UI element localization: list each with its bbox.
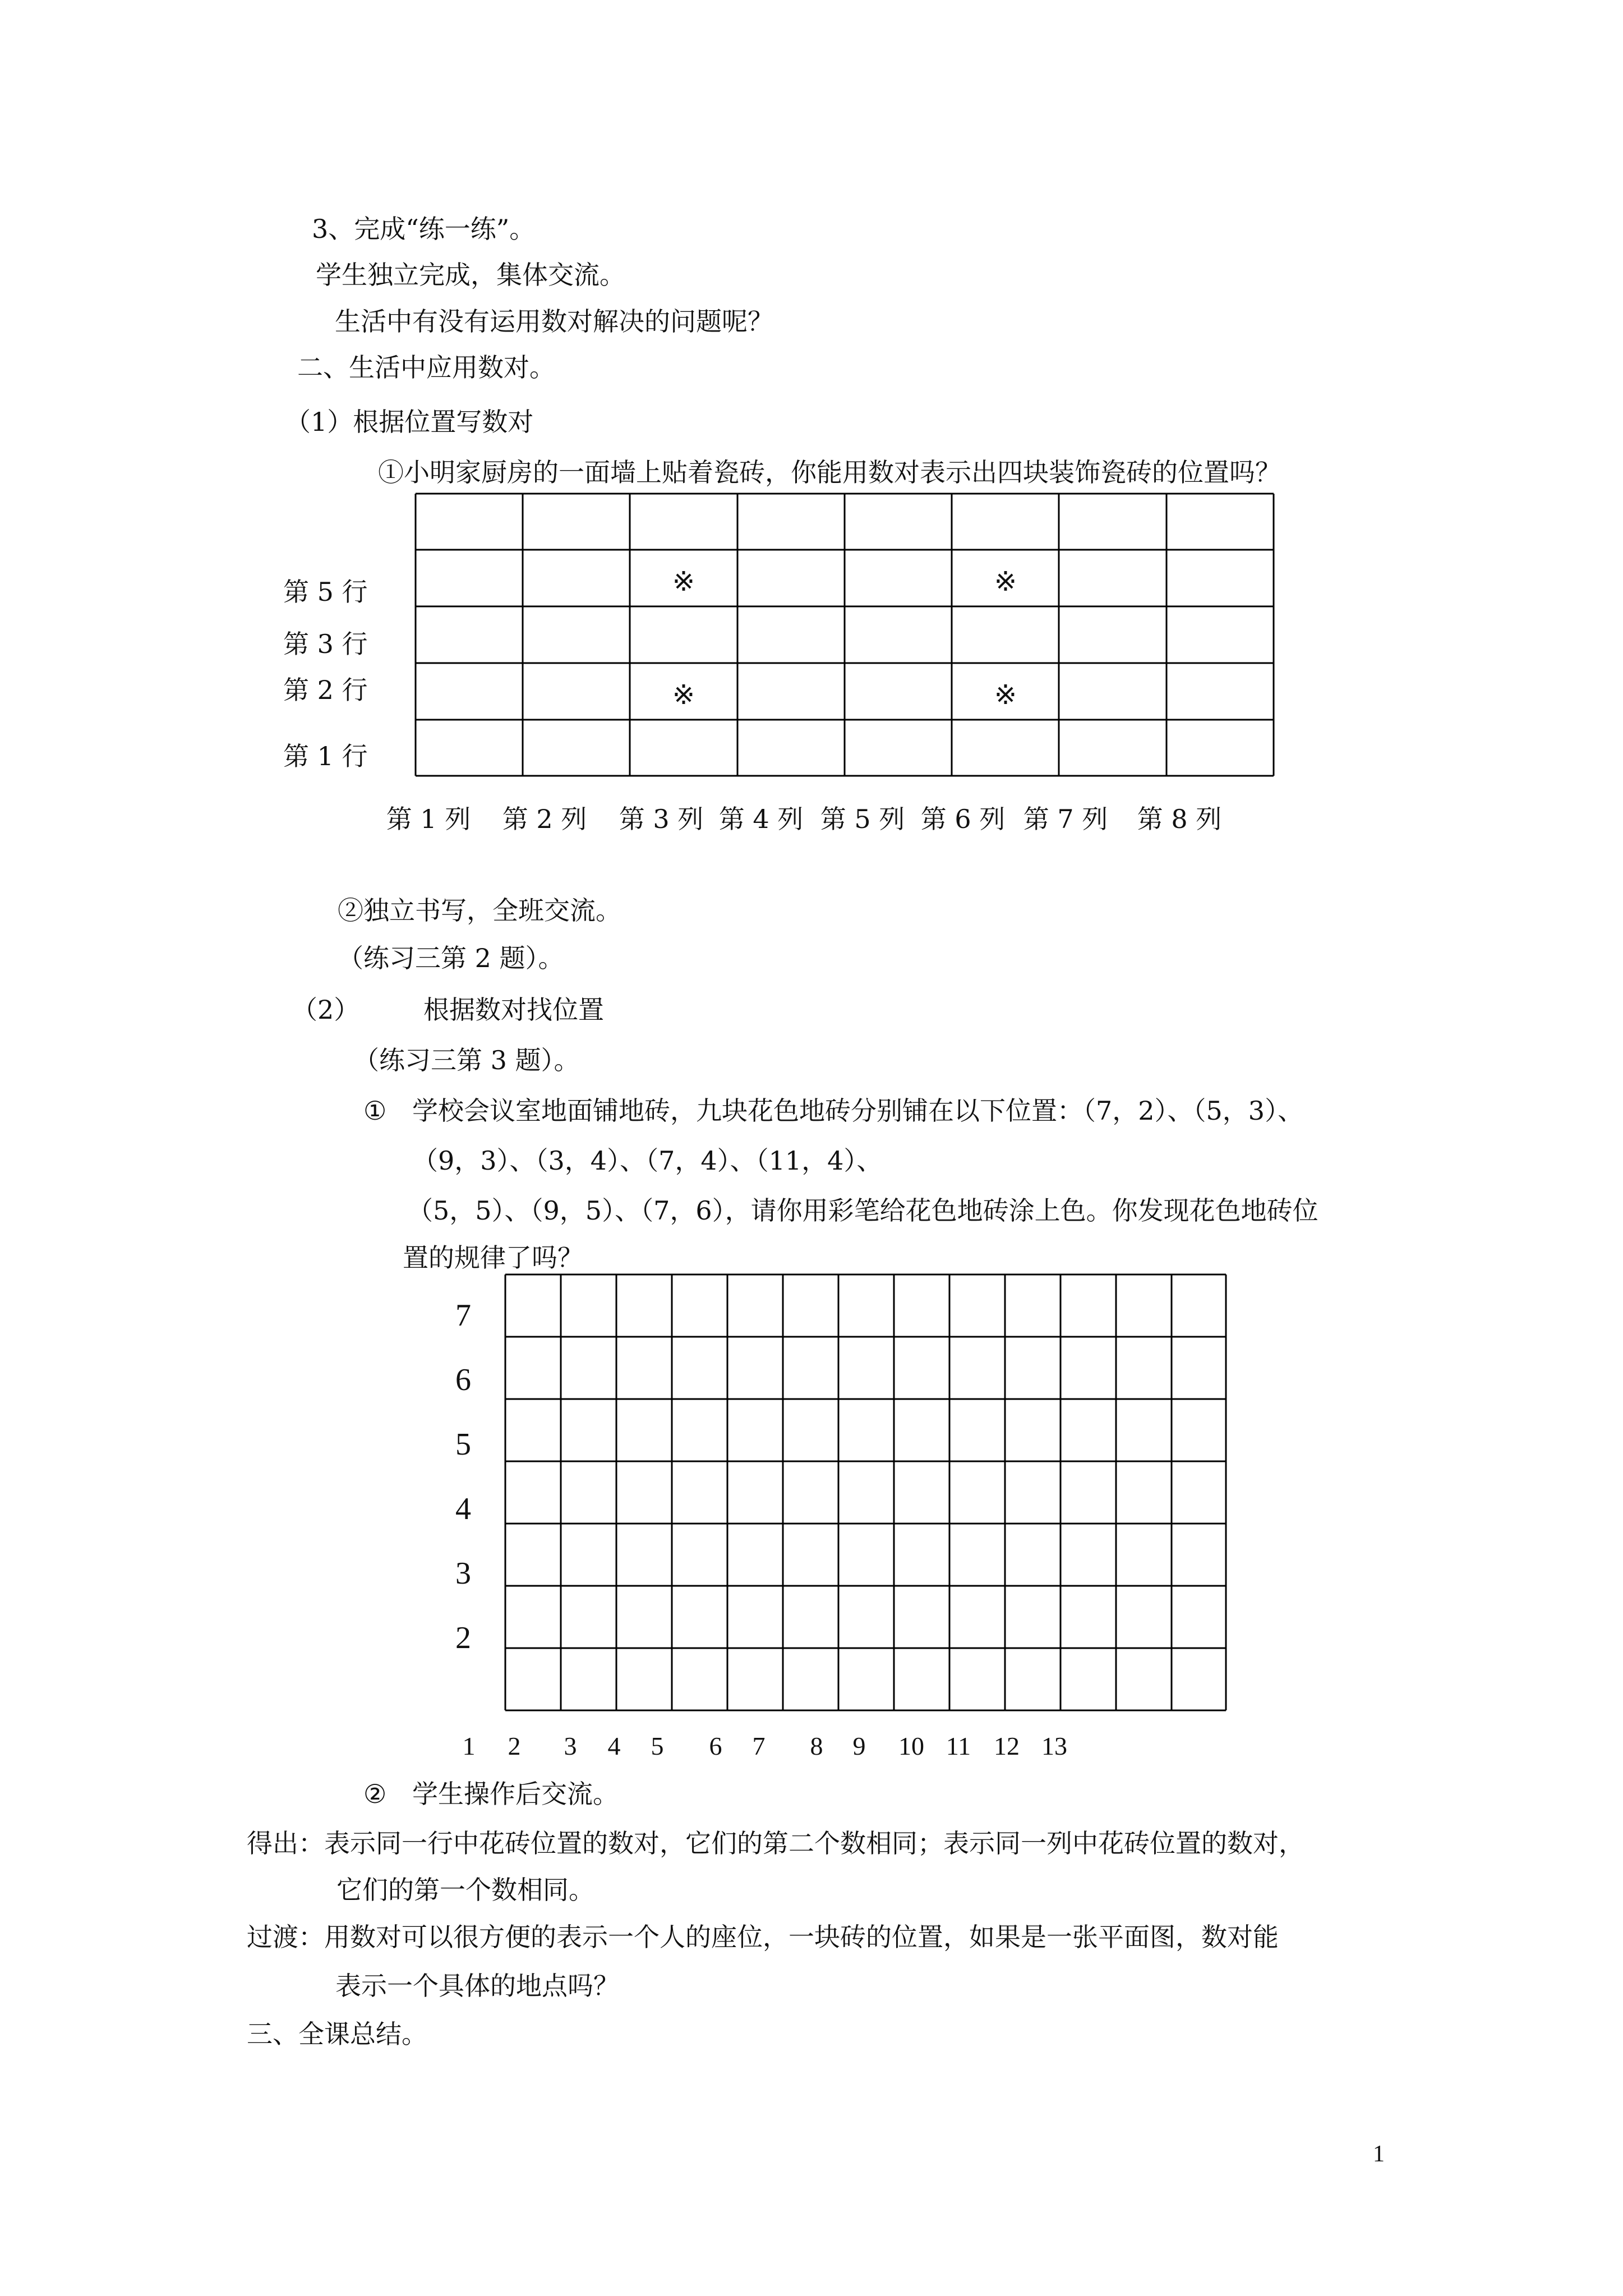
question-line: 生活中有没有运用数对解决的问题呢？ xyxy=(335,306,773,337)
section-2-heading: 二、生活中应用数对。 xyxy=(297,352,555,383)
y-axis-label: 4 xyxy=(455,1492,471,1526)
subsection-1-heading: （1）根据位置写数对 xyxy=(285,407,534,437)
x-axis-label: 11 xyxy=(946,1732,971,1760)
exercise-ref: （练习三第 2 题）。 xyxy=(338,943,564,973)
x-axis-label: 6 xyxy=(709,1732,722,1760)
subsection-2-number: （2） xyxy=(292,995,360,1025)
x-axis-label: 10 xyxy=(898,1732,924,1760)
problem-1-text: ①小明家厨房的一面墙上贴着瓷砖，你能用数对表示出四块装饰瓷砖的位置吗？ xyxy=(378,457,1281,487)
column-label: 第 3 列 xyxy=(619,804,704,834)
column-label: 第 8 列 xyxy=(1137,804,1222,834)
decor-tile-mark: ※ xyxy=(994,679,1017,711)
y-axis-label: 7 xyxy=(455,1298,471,1333)
problem-2-text: （5，5）、（9，5）、（7，6），请你用彩笔给花色地砖涂上色。你发现花色地砖位 xyxy=(407,1195,1318,1226)
x-axis-label: 4 xyxy=(607,1732,621,1760)
subsection-2-heading: 根据数对找位置 xyxy=(423,995,604,1025)
conclusion-text: 得出：表示同一行中花砖位置的数对，它们的第二个数相同；表示同一列中花砖位置的数对， xyxy=(247,1828,1304,1858)
instruction-line: 学生独立完成，集体交流。 xyxy=(316,260,625,290)
problem-2-text: （9，3）、（3，4）、（7，4）、（11，4）、 xyxy=(412,1145,883,1176)
x-axis-label: 3 xyxy=(564,1732,577,1760)
x-axis-label: 8 xyxy=(810,1732,823,1760)
row-label: 第 5 行 xyxy=(283,577,368,607)
y-axis-label: 5 xyxy=(455,1427,471,1462)
exercise-ref: （练习三第 3 题）。 xyxy=(353,1045,580,1075)
column-label: 第 5 列 xyxy=(820,804,905,834)
row-label: 第 1 行 xyxy=(283,741,368,771)
step-2-marker: ② xyxy=(363,1779,387,1809)
step-3-heading: 3、完成“练一练”。 xyxy=(312,214,536,244)
floor-tile-grid xyxy=(504,1273,1228,1712)
x-axis-label: 9 xyxy=(852,1732,866,1760)
transition-text: 表示一个具体的地点吗？ xyxy=(335,1971,619,2001)
problem-2-marker: ① xyxy=(363,1096,387,1126)
column-label: 第 7 列 xyxy=(1023,804,1108,834)
x-axis-label: 12 xyxy=(994,1732,1020,1760)
row-label: 第 2 行 xyxy=(283,675,368,705)
column-label: 第 4 列 xyxy=(718,804,804,834)
section-3-heading: 三、全课总结。 xyxy=(247,2019,427,2049)
x-axis-label: 1 xyxy=(462,1732,476,1760)
decor-tile-mark: ※ xyxy=(672,679,695,711)
x-axis-label: 2 xyxy=(508,1732,521,1760)
problem-2-text: 置的规律了吗？ xyxy=(403,1243,583,1273)
step-2-line: ②独立书写，全班交流。 xyxy=(338,895,621,926)
x-axis-label: 7 xyxy=(752,1732,766,1760)
page-number: 1 xyxy=(1373,2141,1385,2167)
y-axis-label: 3 xyxy=(455,1556,471,1591)
x-axis-label: 13 xyxy=(1041,1732,1067,1760)
decor-tile-mark: ※ xyxy=(672,566,695,597)
transition-text: 过渡：用数对可以很方便的表示一个人的座位，一块砖的位置，如果是一张平面图，数对能 xyxy=(247,1922,1279,1952)
wall-tile-grid xyxy=(414,493,1275,779)
problem-2-text: 学校会议室地面铺地砖，九块花色地砖分别铺在以下位置：（7，2）、（5，3）、 xyxy=(412,1096,1304,1126)
column-label: 第 1 列 xyxy=(386,804,471,834)
y-axis-label: 2 xyxy=(455,1621,471,1655)
column-label: 第 2 列 xyxy=(502,804,587,834)
y-axis-label: 6 xyxy=(455,1363,471,1397)
x-axis-label: 5 xyxy=(651,1732,664,1760)
conclusion-text: 它们的第一个数相同。 xyxy=(336,1875,594,1905)
row-label: 第 3 行 xyxy=(283,629,368,659)
column-label: 第 6 列 xyxy=(920,804,1006,834)
decor-tile-mark: ※ xyxy=(994,566,1017,597)
step-2-text: 学生操作后交流。 xyxy=(412,1779,619,1809)
